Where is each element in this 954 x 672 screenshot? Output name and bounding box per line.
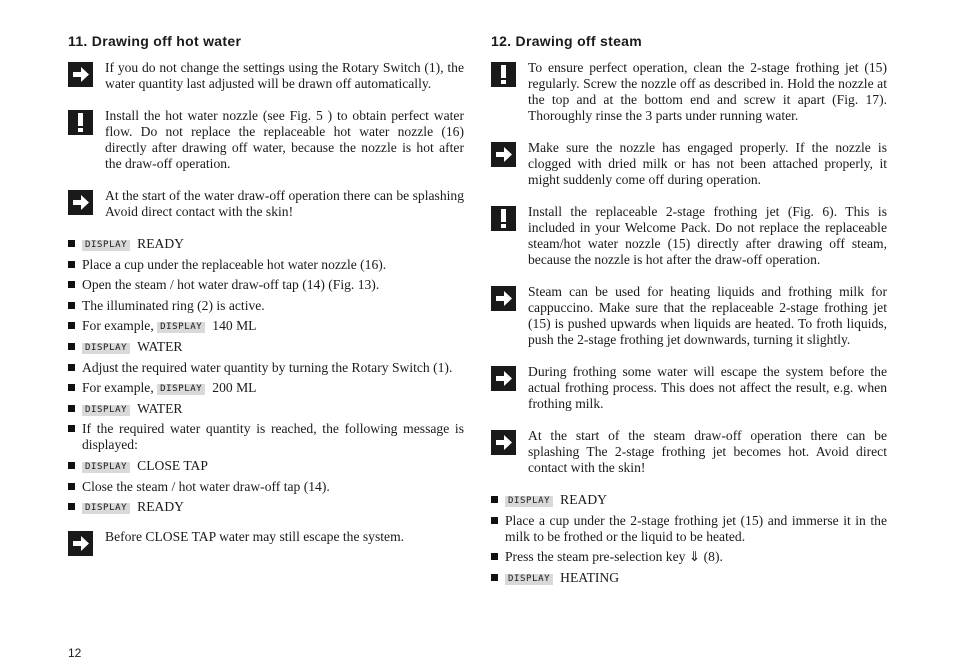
step-text: READY	[137, 499, 184, 515]
step-text: HEATING	[560, 569, 620, 585]
note-text: At the start of the steam draw-off operation there can be splashing The 2-stage frothing jet becomes hot. Avoid direct contact with the skin!	[528, 428, 887, 475]
list-item	[68, 479, 464, 495]
bullet-square-icon	[68, 343, 75, 350]
note	[491, 60, 887, 124]
step-text: Place a cup under the 2-stage frothing jet (15) and immerse it in the milk to be frothed or the liquid to be heated.	[505, 512, 887, 544]
list-item	[68, 298, 464, 314]
note	[68, 108, 464, 172]
note	[68, 60, 464, 92]
note	[491, 428, 887, 476]
bullet-square-icon	[491, 574, 498, 581]
bullet-square-icon	[68, 405, 75, 412]
right-column	[491, 32, 887, 590]
display-icon: DISPLAY	[157, 322, 205, 333]
bullet-square-icon	[68, 425, 75, 432]
step-text: Place a cup under the replaceable hot water nozzle (16).	[82, 256, 387, 272]
bullet-square-icon	[491, 496, 498, 503]
exclamation-icon	[68, 110, 93, 135]
note-text: During frothing some water will escape the system before the actual frothing process. This does not affect the result, e.g. when frothing milk.	[528, 364, 887, 411]
bullet-square-icon	[68, 364, 75, 371]
step-text: Press the steam pre-selection key ⇓ (8).	[505, 549, 723, 565]
list-item	[68, 499, 464, 515]
display-icon: DISPLAY	[82, 503, 130, 514]
step-text: WATER	[137, 338, 183, 354]
list-item	[491, 570, 887, 586]
arrow-icon	[68, 531, 93, 556]
list-item	[491, 549, 887, 565]
step-text: The illuminated ring (2) is active.	[82, 297, 265, 313]
list-item	[68, 360, 464, 376]
bullet-square-icon	[68, 261, 75, 268]
note	[491, 204, 887, 268]
step-text: READY	[560, 492, 607, 507]
note	[68, 188, 464, 220]
page-number: 12	[68, 646, 82, 660]
note-text: To ensure perfect operation, clean the 2-stage frothing jet (15) regularly. Screw the nozzle off as described in. Hold the nozzle at the top and at the bottom end and screw it apart (Fig. 17). Thoroughly rinse the 3 parts under running water.	[528, 60, 887, 123]
bullet-square-icon	[68, 503, 75, 510]
display-icon: DISPLAY	[505, 496, 553, 507]
bullet-square-icon	[491, 517, 498, 524]
display-icon: DISPLAY	[82, 405, 130, 416]
bullet-square-icon	[68, 322, 75, 329]
display-icon: DISPLAY	[82, 343, 130, 354]
display-icon: DISPLAY	[82, 462, 130, 473]
list-item	[68, 277, 464, 293]
note	[491, 284, 887, 348]
note-text: Make sure the nozzle has engaged properly. If the nozzle is clogged with dried milk or has not been attached properly, it might suddenly come off during operation.	[528, 140, 887, 187]
steps-list	[68, 236, 464, 515]
note-text: Before CLOSE TAP water may still escape the system.	[105, 529, 405, 545]
list-item	[68, 401, 464, 417]
bullet-square-icon	[68, 302, 75, 309]
bullet-square-icon	[68, 384, 75, 391]
list-item	[68, 339, 464, 355]
step-text: 140 ML	[212, 318, 257, 334]
display-icon: DISPLAY	[82, 240, 130, 251]
note-text: Install the hot water nozzle (see Fig. 5 ) to obtain perfect water flow. Do not replace the replaceable hot water nozzle (16) directly after drawing off water, because the nozzle is hot after the draw-off operation.	[105, 108, 464, 171]
exclamation-icon	[491, 62, 516, 87]
exclamation-icon	[491, 206, 516, 231]
section-heading-steam: 12. Drawing off steam	[491, 33, 643, 49]
note-text: At the start of the water draw-off operation there can be splashing Avoid direct contact with the skin!	[105, 188, 464, 219]
step-text: READY	[137, 236, 184, 251]
arrow-icon	[491, 430, 516, 455]
step-text: If the required water quantity is reached, the following message is displayed:	[82, 421, 464, 453]
bullet-square-icon	[491, 553, 498, 560]
note-text: If you do not change the settings using the Rotary Switch (1), the water quantity last adjusted will be drawn off automatically.	[105, 60, 464, 91]
list-item	[68, 380, 464, 396]
step-text: WATER	[137, 400, 183, 416]
display-icon: DISPLAY	[157, 384, 205, 395]
note	[68, 529, 464, 545]
step-prefix: For example,	[82, 318, 154, 334]
step-text: CLOSE TAP	[137, 457, 208, 473]
arrow-icon	[491, 286, 516, 311]
list-item	[491, 513, 887, 545]
arrow-icon	[491, 142, 516, 167]
list-item	[68, 257, 464, 273]
bullet-square-icon	[68, 462, 75, 469]
bullet-square-icon	[68, 483, 75, 490]
step-prefix: For example,	[82, 380, 154, 396]
bullet-square-icon	[68, 240, 75, 247]
note-text: Steam can be used for heating liquids and frothing milk for cappuccino. Make sure that the replaceable 2-stage frothing jet (15) is pushed upwards when liquids are heated. To froth liquids, push the 2-stage frothing jet downwards, turning it slightly.	[528, 284, 887, 347]
step-text: Open the steam / hot water draw-off tap (14) (Fig. 13).	[82, 277, 380, 293]
steps-list	[491, 492, 887, 586]
note	[491, 140, 887, 188]
note-text: Install the replaceable 2-stage frothing jet (Fig. 6). This is included in your Welcome Pack. Do not replace the replaceable steam/hot water nozzle (15) directly after drawing off steam, because the nozzle is hot after the draw-off operation.	[528, 204, 887, 267]
list-item	[68, 458, 464, 474]
step-text: Adjust the required water quantity by turning the Rotary Switch (1).	[82, 359, 453, 375]
display-icon: DISPLAY	[505, 574, 553, 585]
arrow-icon	[68, 190, 93, 215]
bullet-square-icon	[68, 281, 75, 288]
note	[491, 364, 887, 412]
list-item	[68, 236, 464, 252]
step-text: 200 ML	[212, 380, 257, 396]
section-heading-hot-water: 11. Drawing off hot water	[68, 33, 242, 49]
left-column	[68, 32, 464, 545]
list-item	[491, 492, 887, 508]
arrow-icon	[491, 366, 516, 391]
step-text: Close the steam / hot water draw-off tap (14).	[82, 478, 330, 494]
list-item	[68, 318, 464, 334]
arrow-icon	[68, 62, 93, 87]
list-item	[68, 421, 464, 453]
